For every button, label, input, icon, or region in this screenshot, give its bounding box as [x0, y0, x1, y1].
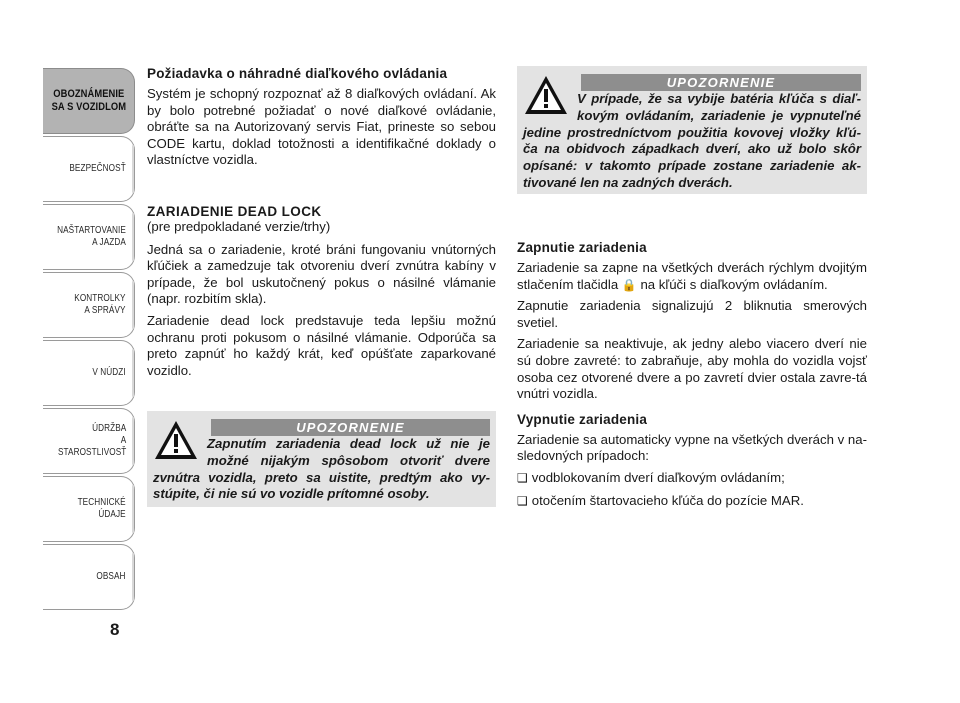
warning-box-battery: [517, 66, 867, 194]
paragraph-text: na kľúči s diaľkovým ovládaním.: [640, 276, 828, 292]
tab-label: NAŠTARTOVANIE A JAZDA: [57, 225, 126, 248]
tab-bezpecnost[interactable]: [43, 136, 135, 202]
tab-nastartovanie[interactable]: [43, 204, 135, 270]
tab-oboznamenie[interactable]: [43, 68, 135, 134]
warning-title: UPOZORNENIE: [211, 419, 490, 436]
tab-obsah[interactable]: [43, 544, 135, 610]
tab-label: KONTROLKY A SPRÁVY: [74, 293, 126, 316]
tab-v-nudzi[interactable]: [43, 340, 135, 406]
lock-icon: 🔒: [621, 277, 637, 292]
paragraph: Jedná sa o zariadenie, kroté bráni fungovaniu vnútorných kľúčiek a zamedzuje tak otvoreniu dverí zvnútra kabíny v prípade, že bol uskutočnený pokus o násilné vlámanie (napr. rozbitím skla).: [147, 241, 496, 307]
tab-label: V NÚDZI: [92, 367, 126, 378]
tab-label: OBSAH: [96, 571, 126, 582]
warning-text: V prípade, že sa vybije batéria kľúča s diaľ-kovým ovládaním, zariadenie je vypnuteľné jedine prostredníctvom použitia kovovej vložky kľú-ča na obidvoch západkach dverí, ako už bolo skôr opísané: v takomto prípade zostane zariadenie ak-tivované len na zadných dverách.: [523, 91, 861, 190]
page-number: 8: [110, 620, 120, 639]
checkbox-bullet-icon: ❑: [517, 493, 528, 508]
section-title-dead-lock: ZARIADENIE DEAD LOCK: [147, 203, 322, 219]
checkbox-bullet-icon: ❑: [517, 470, 528, 485]
chapter-tabs: [43, 68, 135, 612]
warning-triangle-icon: [153, 419, 199, 461]
warning-title: UPOZORNENIE: [581, 74, 861, 91]
tab-label: ÚDRŽBA A STAROSTLIVOSŤ: [57, 423, 127, 458]
tab-technicke[interactable]: [43, 476, 135, 542]
section-title-activation: Zapnutie zariadenia: [517, 240, 647, 255]
paragraph: Zariadenie sa neaktivuje, ak jedny alebo viacero dverí nie sú dobre zavreté: to zabraňuje, aby mohla do vozidla vojsť osoba cez otvorené dvere a po zavretí dvier ostala zavre-tá vnútri vozidla.: [517, 336, 867, 402]
list-item: [517, 470, 867, 487]
warning-text: Zapnutím zariadenia dead lock už nie je možné nijakým spôsobom otvoriť dvere zvnútra vozidla, preto sa uistite, predtým ako vy-stúpite, či nie sú vo vozidle prítomné osoby.: [153, 436, 490, 502]
paragraph-text: Zariadenie sa zapne na všetkých dverách rýchlym dvojitým stlačením tlačidla: [517, 260, 867, 292]
list-item: [517, 493, 867, 510]
paragraph: Systém je schopný rozpoznať až 8 diaľkových ovládaní. Ak by bolo potrebné požiadať o nové diaľkové ovládanie, obráťte sa na Autorizovaný servis Fiat, prineste so sebou CODE kartu, doklad totožnosti a identifikačné doklady o vlastníctve vozidla.: [147, 86, 496, 168]
paragraph: Zariadenie dead lock predstavuje teda lepšiu možnú ochranu proti pokusom o násilné vlámanie. Odporúča sa preto zapnúť ho každý krát, keď opúšťate zaparkované vozidlo.: [147, 312, 496, 378]
tab-label: TECHNICKÉ ÚDAJE: [77, 497, 126, 520]
warning-box-dead-lock: [147, 411, 496, 507]
section-title-remote-request: Požiadavka o náhradné diaľkového ovládania: [147, 66, 448, 81]
tab-kontrolky[interactable]: [43, 272, 135, 338]
section-subtitle: (pre predpokladané verzie/trhy): [147, 218, 331, 234]
paragraph: [517, 260, 867, 293]
tab-label: OBOZNÁMENIE SA S VOZIDLOM: [51, 88, 126, 113]
left-column: [147, 66, 496, 384]
right-column: [517, 240, 867, 515]
warning-triangle-icon: [523, 74, 569, 116]
paragraph: Zapnutie zariadenia signalizujú 2 bliknutia smerových svetiel.: [517, 298, 867, 330]
list-item-text: otočením štartovacieho kľúča do pozície MAR.: [531, 492, 804, 508]
list-item-text: vodblokovaním dverí diaľkovým ovládaním;: [531, 469, 785, 485]
tab-label: BEZPEČNOSŤ: [69, 163, 126, 174]
section-title-deactivation: Vypnutie zariadenia: [517, 411, 648, 427]
tab-udrzba[interactable]: [43, 408, 135, 474]
paragraph: Zariadenie sa automaticky vypne na všetkých dverách v na-sledovných prípadoch:: [517, 431, 867, 464]
